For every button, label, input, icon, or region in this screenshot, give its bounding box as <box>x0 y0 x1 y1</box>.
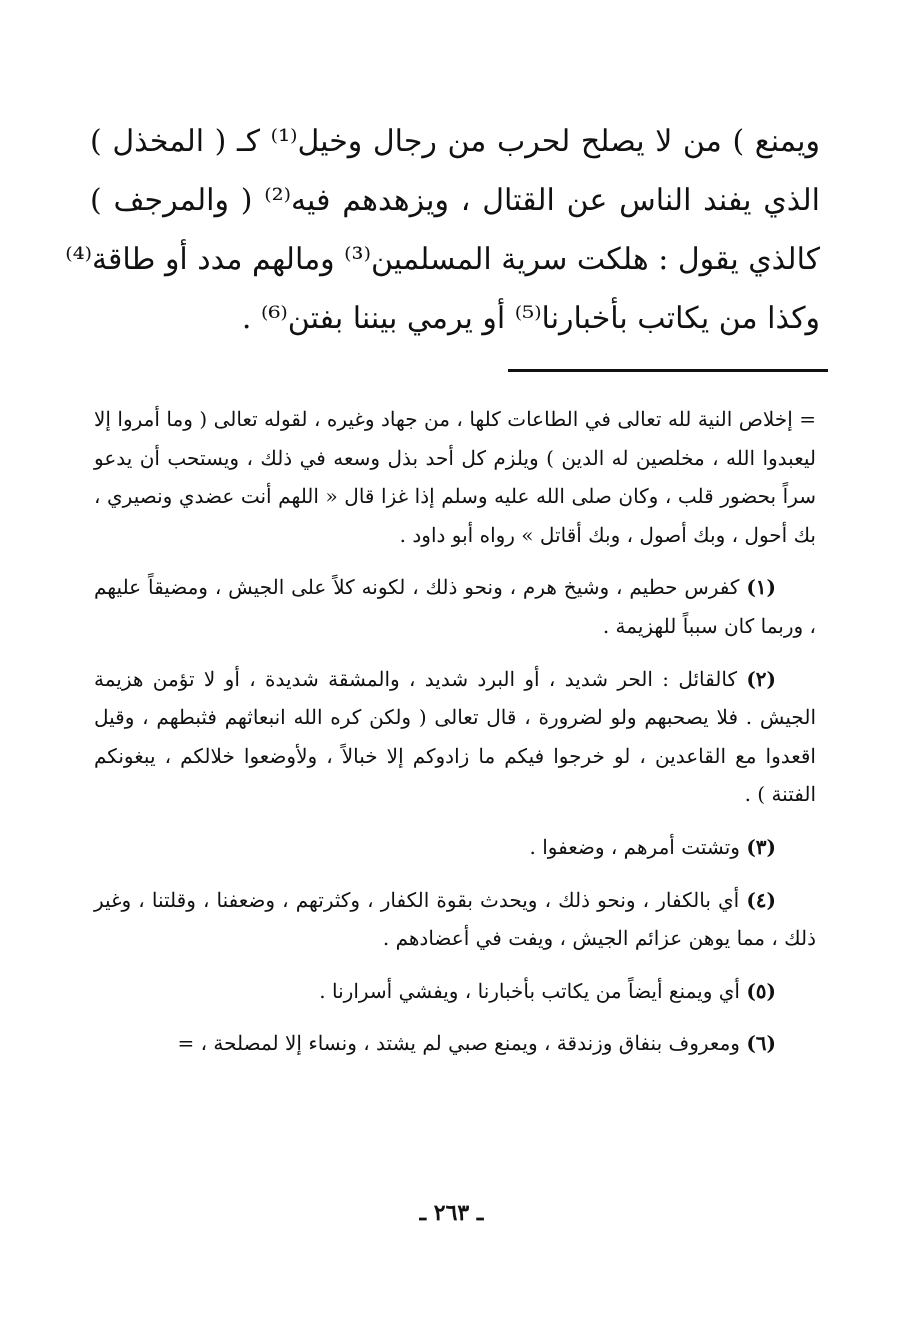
footnote-5 <box>94 972 816 1011</box>
footnote-number: (٤) <box>746 887 776 912</box>
footnote-text: = إخلاص النية لله تعالى في الطاعات كلها ، من جهاد وغيره ، لقوله تعالى ( وما أمروا إلا ليعبدوا الله ، مخلصين له الدين ) ويلزم كل أحد بذل وسعه في ذلك ، ويستحب أن يدعو سراً بحضور قلب ، وكان صلى الله عليه وسلم إذا غزا قال « اللهم أنت عضدي ونصيري ، بك أحول ، وبك أصول ، وبك أقاتل » رواه أبو داود . <box>94 407 816 547</box>
footnote-text: كالقائل : الحر شديد ، أو البرد شديد ، والمشقة شديدة ، أو لا تؤمن هزيمة الجيش . فلا يصحبهم ولو لضرورة ، قال تعالى ( ولكن كره الله انبعاثهم فثبطهم ، وقيل اقعدوا مع القاعدين ، لو خرجوا فيكم ما زادوكم إلا خبالاً ، ولأوضعوا خلالكم ، يبغونكم الفتنة ) . <box>94 666 816 807</box>
footnote-number: (٥) <box>746 978 776 1003</box>
footnote-divider <box>508 369 828 372</box>
footnote-number: (٣) <box>746 834 776 859</box>
footnote-text: أي ويمنع أيضاً من يكاتب بأخبارنا ، ويفشي أسرارنا . <box>319 978 740 1003</box>
footnote-number: (٦) <box>746 1031 776 1056</box>
main-text-line: كالذي يقول : هلكت سرية المسلمين⁽³⁾ ومالهم مدد أو طاقة⁽⁴⁾ <box>65 242 820 277</box>
main-text-line: وكذا من يكاتب بأخبارنا⁽⁵⁾ أو يرمي بيننا بفتن⁽⁶⁾ . <box>241 301 820 336</box>
main-text-line: ويمنع ) من لا يصلح لحرب من رجال وخيل⁽¹⁾ كـ ( المخذل ) <box>90 124 820 159</box>
footnote-4 <box>94 881 816 958</box>
footnotes-block <box>94 400 816 1077</box>
footnote-continuation <box>94 400 816 554</box>
page-number: ـ ٢٦٣ ـ <box>419 1200 484 1226</box>
main-text-block <box>65 112 820 348</box>
footnote-text: ومعروف بنفاق وزندقة ، ويمنع صبي لم يشتد ، ونساء إلا لمصلحة ، = <box>177 1031 740 1056</box>
footnote-number: (٢) <box>746 666 776 691</box>
footnote-1 <box>94 568 816 645</box>
footnote-6 <box>94 1024 816 1063</box>
footnote-2 <box>94 660 816 814</box>
footnote-3 <box>94 828 816 867</box>
footnote-text: كفرس حطيم ، وشيخ هرم ، ونحو ذلك ، لكونه كلاً على الجيش ، ومضيقاً عليهم ، وربما كان سبباً للهزيمة . <box>94 575 816 638</box>
main-text-line: الذي يفند الناس عن القتال ، ويزهدهم فيه⁽²⁾ ( والمرجف ) <box>90 183 820 218</box>
footnote-text: وتشتت أمرهم ، وضعفوا . <box>529 834 740 859</box>
footnote-text: أي بالكفار ، ونحو ذلك ، ويحدث بقوة الكفار ، وكثرتهم ، وضعفنا ، وقلتنا ، وغير ذلك ، مما يوهن عزائم الجيش ، ويفت في أعضادهم . <box>94 887 816 951</box>
footnote-number: (١) <box>746 575 777 600</box>
